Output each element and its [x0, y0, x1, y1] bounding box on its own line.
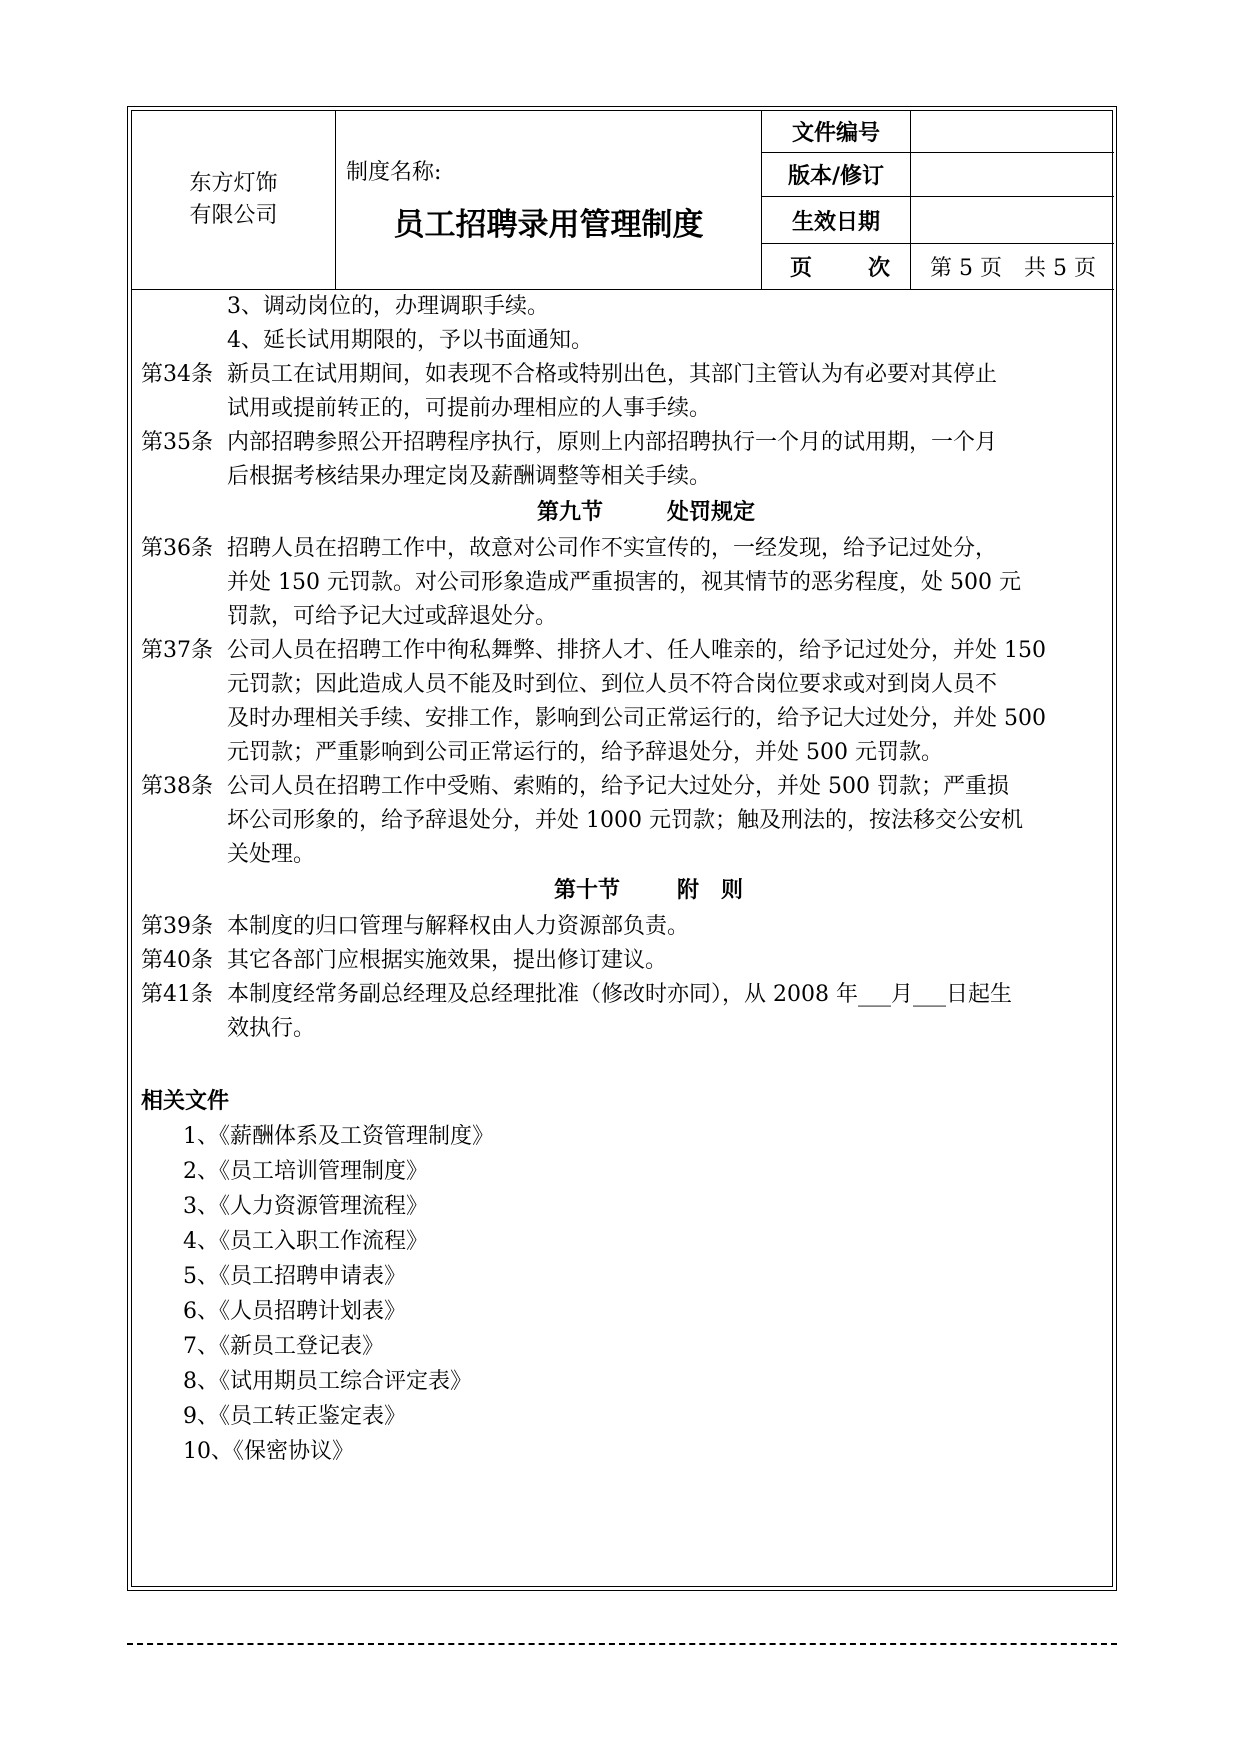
article-text: 本制度经常务副总经理及总经理批准（修改时亦同），从 2008 年___月___日起生 — [227, 982, 1012, 1007]
list-item: 3、调动岗位的，办理调职手续。 — [227, 294, 549, 319]
article-text: 试用或提前转正的，可提前办理相应的人事手续。 — [227, 396, 712, 421]
article-number: 第40条 — [141, 948, 213, 973]
file-no-value — [912, 111, 1114, 152]
page-value: 第 5 页 共 5 页 — [930, 256, 1096, 281]
document-inner-frame — [131, 110, 1113, 1587]
related-doc-item: 2、《员工培训管理制度》 — [183, 1159, 428, 1184]
article-number: 第34条 — [141, 362, 213, 387]
article-text: 及时办理相关手续、安排工作，影响到公司正常运行的，给予记大过处分，并处 500 — [227, 706, 1046, 731]
article-text: 后根据考核结果办理定岗及薪酬调整等相关手续。 — [227, 464, 712, 489]
article-text: 元罚款；因此造成人员不能及时到位、到位人员不符合岗位要求或对到岗人员不 — [227, 672, 998, 697]
related-doc-item: 1、《薪酬体系及工资管理制度》 — [183, 1124, 494, 1149]
effective-date-label: 生效日期 — [762, 197, 911, 243]
article-number: 第38条 — [141, 774, 213, 799]
related-doc-item: 4、《员工入职工作流程》 — [183, 1229, 428, 1254]
doc-title: 员工招聘录用管理制度 — [393, 207, 704, 243]
article-number: 第37条 — [141, 638, 213, 663]
company-cell — [132, 111, 336, 289]
related-doc-item: 7、《新员工登记表》 — [183, 1334, 384, 1359]
section-heading-number: 第十节 — [554, 878, 621, 903]
section-heading-title: 附 则 — [677, 878, 744, 903]
version-value — [912, 153, 1114, 196]
related-doc-item: 8、《试用期员工综合评定表》 — [183, 1369, 472, 1394]
article-text: 坏公司形象的，给予辞退处分，并处 1000 元罚款；触及刑法的，按法移交公安机 — [227, 808, 1023, 833]
file-no-label: 文件编号 — [762, 111, 911, 152]
title-cell — [336, 111, 762, 289]
section-heading-number: 第九节 — [537, 500, 604, 525]
page-label-b: 次 — [867, 256, 890, 281]
company-name-line1: 东方灯饰 — [189, 171, 278, 196]
article-text: 其它各部门应根据实施效果，提出修订建议。 — [227, 948, 668, 973]
article-number: 第39条 — [141, 914, 213, 939]
article-text: 内部招聘参照公开招聘程序执行，原则上内部招聘执行一个月的试用期，一个月 — [227, 430, 998, 455]
cut-line-divider — [127, 1643, 1117, 1645]
doc-name-label: 制度名称: — [346, 160, 442, 185]
article-text: 罚款，可给予记大过或辞退处分。 — [227, 604, 558, 629]
company-name-line2: 有限公司 — [189, 203, 278, 228]
article-text: 本制度的归口管理与解释权由人力资源部负责。 — [227, 914, 690, 939]
document-frame — [127, 106, 1117, 1591]
article-text: 元罚款；严重影响到公司正常运行的，给予辞退处分，并处 500 元罚款。 — [227, 740, 943, 765]
article-text: 公司人员在招聘工作中受贿、索贿的，给予记大过处分，并处 500 罚款；严重损 — [227, 774, 1009, 799]
version-label: 版本/修订 — [762, 153, 911, 196]
article-text: 并处 150 元罚款。对公司形象造成严重损害的，视其情节的恶劣程度，处 500 元 — [227, 570, 1021, 595]
related-doc-item: 3、《人力资源管理流程》 — [183, 1194, 428, 1219]
article-text: 效执行。 — [227, 1016, 316, 1041]
article-text: 公司人员在招聘工作中徇私舞弊、排挤人才、任人唯亲的，给予记过处分，并处 150 — [227, 638, 1046, 663]
article-text: 关处理。 — [227, 842, 316, 867]
article-text: 招聘人员在招聘工作中，故意对公司作不实宣传的，一经发现，给予记过处分， — [227, 536, 998, 561]
related-doc-item: 9、《员工转正鉴定表》 — [183, 1404, 406, 1429]
related-doc-item: 10、《保密协议》 — [183, 1439, 354, 1464]
effective-date-value — [912, 197, 1114, 243]
section-heading-title: 处罚规定 — [667, 500, 756, 525]
related-doc-item: 5、《员工招聘申请表》 — [183, 1264, 406, 1289]
page-label-a: 页 — [790, 256, 813, 281]
article-text: 新员工在试用期间，如表现不合格或特别出色，其部门主管认为有必要对其停止 — [227, 362, 998, 387]
related-docs-title: 相关文件 — [141, 1089, 230, 1114]
related-doc-item: 6、《人员招聘计划表》 — [183, 1299, 406, 1324]
article-number: 第41条 — [141, 982, 213, 1007]
page-label — [762, 244, 911, 289]
article-number: 第35条 — [141, 430, 213, 455]
article-number: 第36条 — [141, 536, 213, 561]
list-item: 4、延长试用期限的，予以书面通知。 — [227, 328, 593, 353]
header-table — [132, 111, 1114, 290]
